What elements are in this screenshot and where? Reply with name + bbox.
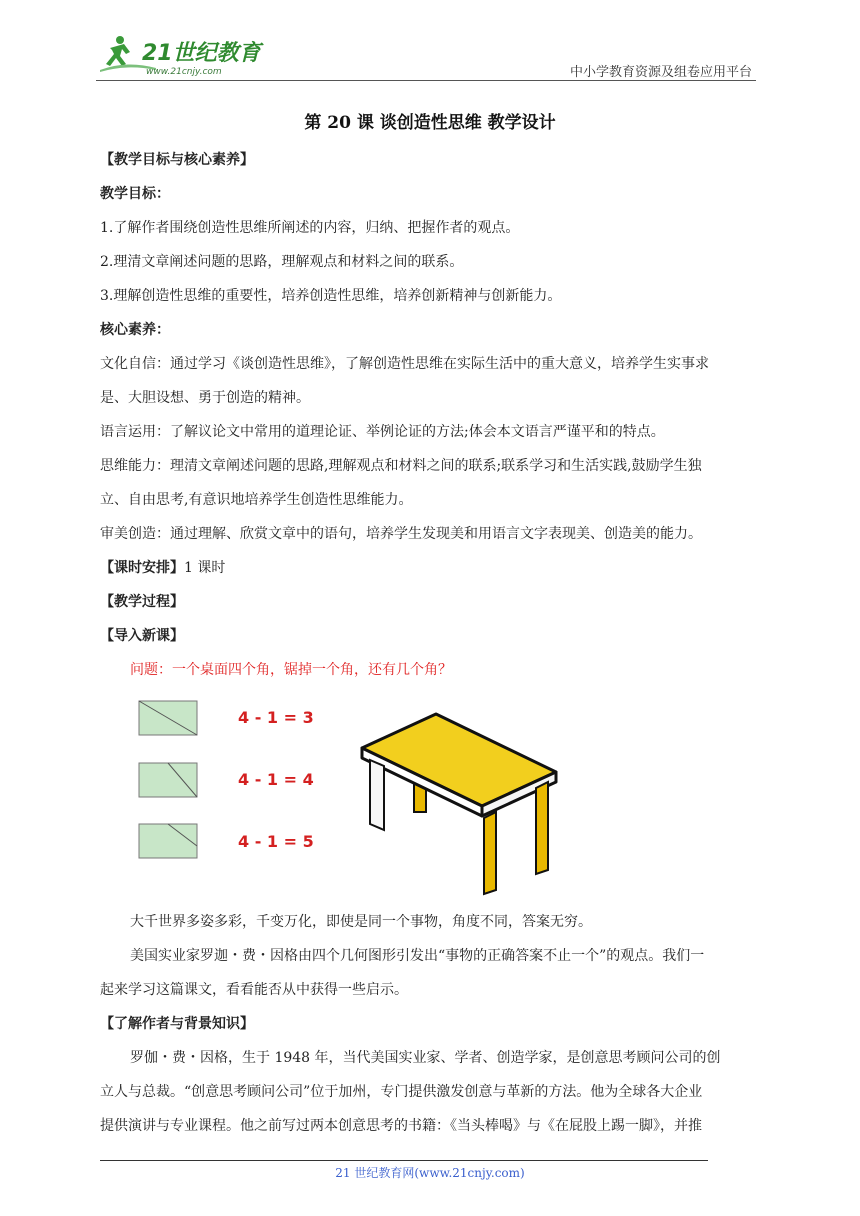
cut-squares-figure <box>138 700 200 860</box>
equation-3: 4 - 1 = 5 <box>238 832 314 851</box>
literacy-aesthetic: 审美创造：通过理解、欣赏文章中的语句，培养学生发现美和用语言文字表现美、创造美的能力。 <box>100 526 702 542</box>
equation-1: 4 - 1 = 3 <box>238 708 314 727</box>
section-heading-process: 【教学过程】 <box>100 594 184 610</box>
section-heading-intro: 【导入新课】 <box>100 628 184 644</box>
intro-paragraph-1: 大千世界多姿多彩，千变万化，即使是同一个事物，角度不同，答案无穷。 <box>130 914 592 930</box>
literacy-language: 语言运用：了解议论文中常用的道理论证、举例论证的方法;体会本文语言严谨平和的特点。 <box>100 424 665 440</box>
subheading-core-literacy: 核心素养： <box>100 322 170 338</box>
equation-2: 4 - 1 = 4 <box>238 770 314 789</box>
schedule-label: 【课时安排】 <box>100 560 184 576</box>
intro-paragraph-2-line2: 起来学习这篇课文，看看能否从中获得一些启示。 <box>100 982 408 998</box>
subheading-teaching-goals: 教学目标： <box>100 186 170 202</box>
goal-3: 3.理解创造性思维的重要性，培养创造性思维，培养创新精神与创新能力。 <box>100 288 562 304</box>
logo-url: www.21cnjy.com <box>146 67 222 77</box>
goal-1: 1.了解作者围绕创造性思维所阐述的内容，归纳、把握作者的观点。 <box>100 220 520 236</box>
literacy-thinking-1: 思维能力：理清文章阐述问题的思路,理解观点和材料之间的联系;联系学习和生活实践,鼓励学生独 <box>100 458 702 474</box>
site-logo <box>96 30 266 78</box>
header-divider <box>96 80 756 81</box>
goal-2: 2.理清文章阐述问题的思路，理解观点和材料之间的联系。 <box>100 254 464 270</box>
author-paragraph-line1: 罗伽・费・因格，生于 1948 年，当代美国实业家、学者、创造学家，是创意思考顾问公司的创 <box>130 1050 721 1066</box>
literacy-culture-1: 文化自信：通过学习《谈创造性思维》，了解创造性思维在实际生活中的重大意义，培养学生实事求 <box>100 356 709 372</box>
footer-divider <box>100 1160 708 1161</box>
schedule-line <box>100 558 225 578</box>
literacy-thinking-2: 立、自由思考,有意识地培养学生创造性思维能力。 <box>100 492 413 508</box>
header-platform-text: 中小学教育资源及组卷应用平台 <box>570 65 753 80</box>
literacy-culture-2: 是、大胆设想、勇于创造的精神。 <box>100 390 310 406</box>
table-illustration <box>356 710 562 896</box>
page-title: 第 20 课 谈创造性思维 教学设计 <box>304 113 556 133</box>
footer-text: 21 世纪教育网(www.21cnjy.com) <box>335 1166 525 1180</box>
section-heading-goals: 【教学目标与核心素养】 <box>100 152 254 168</box>
section-heading-author: 【了解作者与背景知识】 <box>100 1016 254 1032</box>
author-paragraph-line3: 提供演讲与专业课程。他之前写过两本创意思考的书籍：《当头棒喝》与《在屁股上踢一脚》，并推 <box>100 1118 702 1134</box>
intro-question: 问题：一个桌面四个角，锯掉一个角，还有几个角？ <box>130 662 452 678</box>
intro-paragraph-2-line1: 美国实业家罗迦・费・因格由四个几何图形引发出“事物的正确答案不止一个”的观点。我们一 <box>130 948 705 964</box>
author-paragraph-line2: 立人与总裁。“创意思考顾问公司”位于加州，专门提供激发创意与革新的方法。他为全球各大企业 <box>100 1084 703 1100</box>
schedule-value: 1 课时 <box>184 560 226 576</box>
logo-text: 21世纪教育 <box>142 41 261 66</box>
